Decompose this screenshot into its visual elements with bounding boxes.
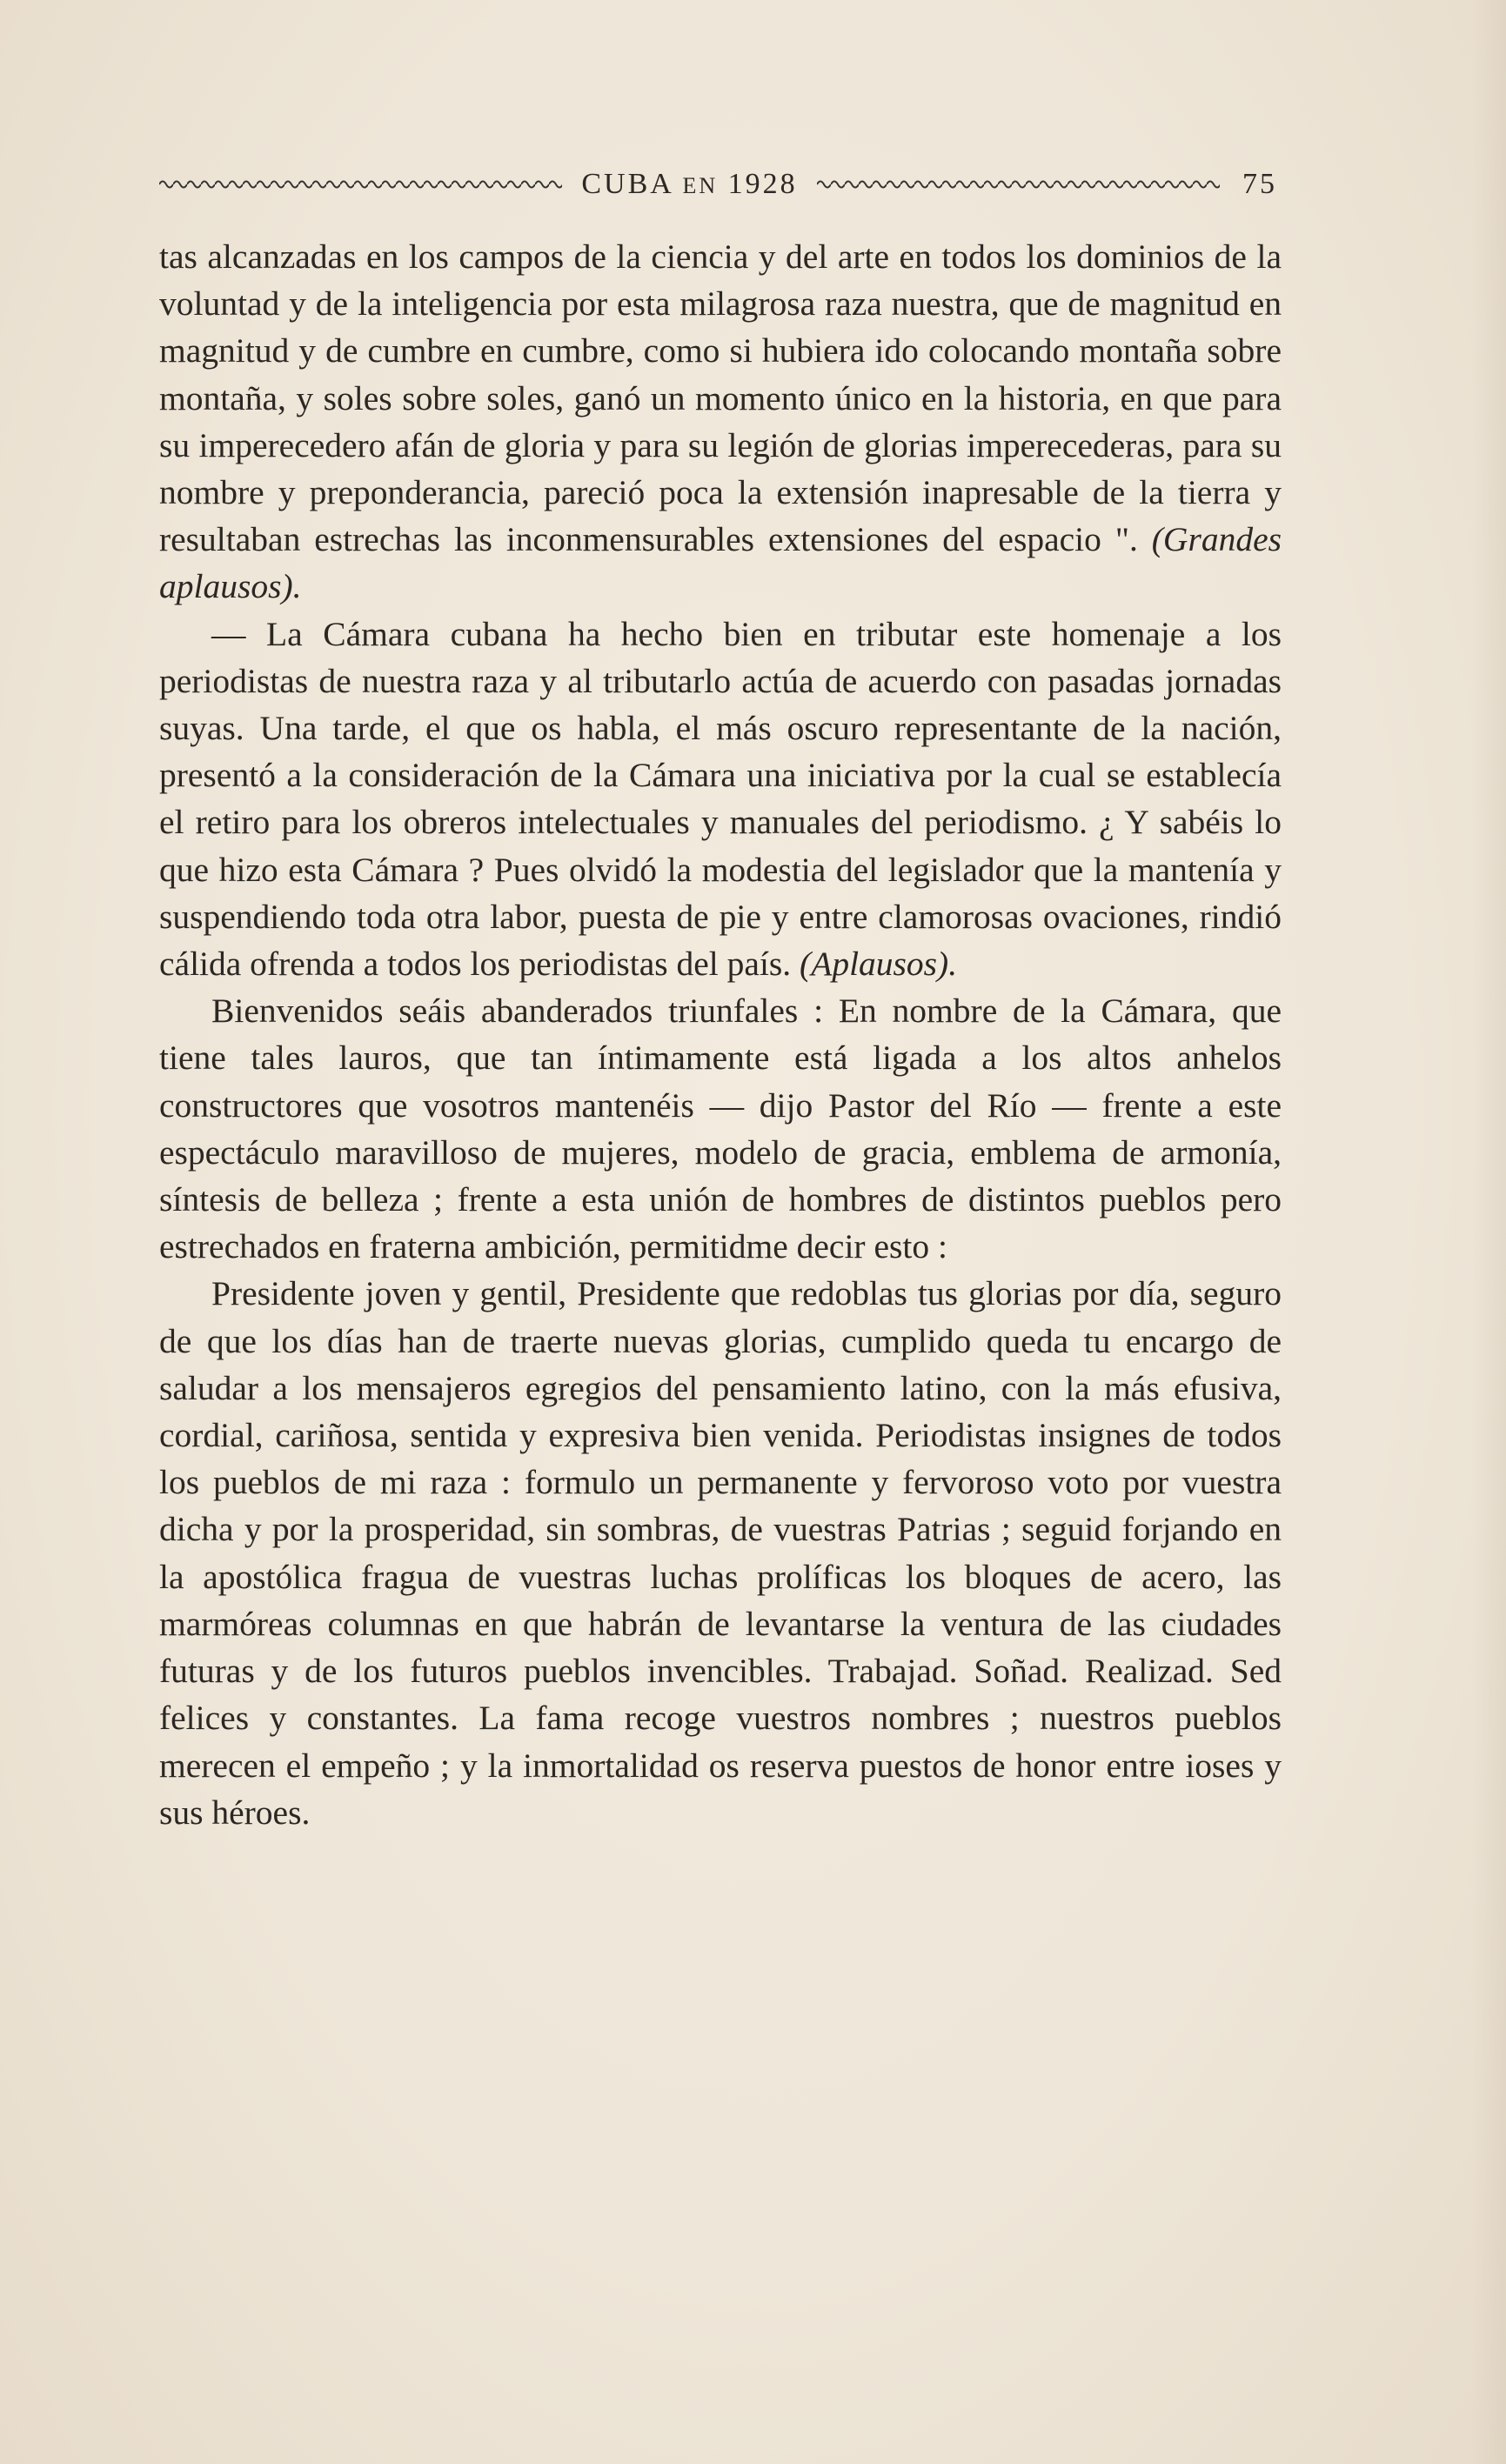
paragraph-1-text: tas alcanzadas en los campos de la ciencia y del arte en todos los dominios de la voluntad y de la inteligencia por esta milagrosa raza nuestra, que de magnitud en magnitud y de cumbre en cumbre, como si hubiera ido colocando montaña sobre montaña, y soles sobre soles, ganó un momento único en la historia, en que para su imperecedero afán de gloria y para su legión de glorias imperecederas, para su nombre y preponderancia, pareció poca la extensión inapresable de la tierra y resultaban estrechas las inconmensurables extensiones del espacio ". xyxy=(159,237,1282,559)
ornament-wave-left xyxy=(159,177,562,192)
paragraph-3-text: Bienvenidos seáis abanderados triunfales : En nombre de la Cámara, que tiene tales lauros, que tan íntimamente está ligada a los altos anhelos constructores que vosotros mantenéis — dijo Pastor del Río — frente a este espectáculo maravilloso de mujeres, modelo de gracia, emblema de armonía, síntesis de belleza ; frente a esta unión de hombres de distintos pueblos pero estrechados en fraterna ambición, permitidme decir esto : xyxy=(159,992,1282,1266)
title-year: 1928 xyxy=(727,168,798,200)
title-main: CUBA xyxy=(581,168,673,200)
paragraph-1-applause: (Grandes aplausos). xyxy=(159,520,1282,606)
title-small: EN xyxy=(682,173,719,198)
paragraph-4-text: Presidente joven y gentil, Presidente que redoblas tus glorias por día, seguro de que los días han de traerte nuevas glorias, cumplido queda tu encargo de saludar a los mensajeros egregios del pensamiento latino, con la más efusiva, cordial, cariñosa, sentida y expresiva bien venida. Periodistas insignes de todos los pueblos de mi raza : formulo un permanente y fervoroso voto por vuestra dicha y por la prosperidad, sin sombras, de vuestras Patrias ; seguid forjando en la apostólica fragua de vuestras luchas prolíficas los bloques de acero, las marmóreas columnas en que habrán de levantarse la ventura de las ciudades futuras y de los futuros pueblos invencibles. Trabajad. Soñad. Realizad. Sed felices y constantes. La fama recoge vuestros nombres ; nuestros pueblos merecen el empeño ; y la inmortalidad os reserva puestos de honor entre ioses y sus héroes. xyxy=(159,1274,1282,1832)
paragraph-1 xyxy=(159,233,1282,611)
paragraph-2 xyxy=(159,611,1282,988)
paragraph-3 xyxy=(159,987,1282,1270)
paragraph-2-applause: (Aplausos). xyxy=(800,945,958,984)
page-number: 75 xyxy=(1242,168,1278,200)
page-edge-shadow xyxy=(1471,0,1506,2464)
paragraph-4 xyxy=(159,1270,1282,1835)
body-text xyxy=(159,233,1282,1836)
ornament-wave-right xyxy=(817,177,1220,192)
running-header xyxy=(159,165,1277,204)
paragraph-2-text: — La Cámara cubana ha hecho bien en tributar este homenaje a los periodistas de nuestra raza y al tributarlo actúa de acuerdo con pasadas jornadas suyas. Una tarde, el que os habla, el más oscuro representante de la nación, presentó a la consideración de la Cámara una iniciativa por la cual se establecía el retiro para los obreros intelectuales y manuales del periodismo. ¿ Y sabéis lo que hizo esta Cámara ? Pues olvidó la modestia del legislador que la mantenía y suspendiendo toda otra labor, puesta de pie y entre clamorosas ovaciones, rindió cálida ofrenda a todos los periodistas del país. xyxy=(159,614,1282,984)
running-title xyxy=(581,168,797,201)
